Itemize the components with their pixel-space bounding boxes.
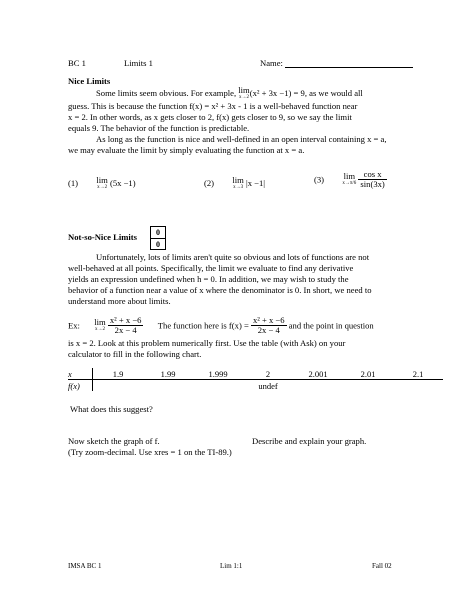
- sketch-instruction: Now sketch the graph of f.: [68, 436, 160, 446]
- problem-2: (2) lim x→3 |x −1|: [204, 175, 265, 190]
- footer-page: Lim 1:1: [220, 562, 243, 570]
- fx-value[interactable]: [343, 380, 393, 392]
- fx-value[interactable]: [193, 380, 243, 392]
- footer-right: Fall 02: [372, 562, 392, 570]
- nice-p2-line2: we may evaluate the limit by simply evaluating the function at x = a.: [68, 145, 305, 155]
- suggest-question: What does this suggest?: [70, 404, 153, 414]
- fx-value: undef: [258, 380, 278, 391]
- example-line1: Ex: lim x→2 $\frac{\text{x² + x −6}}{2x - 4}$ The function here is f(x) = $\frac{\text{x² + x −6}}{2x - 4}$ and the point in question: [68, 315, 374, 335]
- x-value: 1.999: [193, 368, 243, 380]
- nice-p1-line3: x = 2. In other words, as x gets closer to 2, f(x) gets closer to 9, so we say the limit: [68, 112, 352, 122]
- x-value: 1.99: [143, 368, 193, 380]
- example-line2: is x = 2. Look at this problem numerically first. Use the table (with Ask) on your: [68, 338, 346, 348]
- function-fraction: $\frac{\text{x² + x −6}}{2x - 4}$: [252, 315, 285, 335]
- problem-1: (1) lim x→2 (5x −1): [68, 175, 136, 190]
- nice-p1-line1: Some limits seem obvious. For example, lim x→2 (x² + 3x −1) = 9, as we would all: [96, 85, 363, 100]
- example-limit: lim x→2: [238, 85, 250, 100]
- fx-row-label: f(x): [68, 380, 93, 392]
- example-fraction: $\frac{\text{x² + x −6}}{2x - 4}$: [109, 315, 142, 335]
- fx-value[interactable]: [393, 380, 443, 392]
- not-nice-line4: behavior of a function near a value of x where the denominator is 0. In short, we need to: [68, 285, 372, 295]
- x-value: 2.1: [393, 368, 443, 380]
- x-value: 2.001: [293, 368, 343, 380]
- zero-over-zero-box: 0 0: [150, 226, 166, 250]
- name-field: [260, 58, 413, 68]
- fx-value[interactable]: [93, 380, 144, 392]
- not-nice-heading: Not-so-Nice Limits: [68, 232, 137, 242]
- x-value: 2.01: [343, 368, 393, 380]
- course-label: BC 1: [68, 58, 86, 68]
- calculator-hint: (Try zoom-decimal. Use xres = 1 on the TI-89.): [68, 447, 232, 457]
- nice-p2-line1: As long as the function is nice and well-defined in an open interval containing x = a,: [96, 134, 387, 144]
- footer-left: IMSA BC 1: [68, 562, 102, 570]
- x-row-label: x: [68, 368, 93, 380]
- nice-p1-line2: guess. This is because the function f(x) = x² + 3x - 1 is a well-behaved function near: [68, 101, 358, 111]
- not-nice-line3: yields an expression undefined when h = 0. In addition, we may wish to study the: [68, 274, 349, 284]
- fx-value[interactable]: [293, 380, 343, 392]
- x-value: 2: [243, 368, 293, 380]
- not-nice-line1: Unfortunately, lots of limits aren't quite so obvious and lots of functions are not: [96, 252, 370, 262]
- name-label: Name:: [260, 58, 283, 68]
- describe-instruction: Describe and explain your graph.: [252, 436, 367, 446]
- name-blank: [285, 58, 413, 68]
- fx-value[interactable]: [143, 380, 193, 392]
- example-line3: calculator to fill in the following chart.: [68, 349, 202, 359]
- not-nice-line2: well-behaved at all points. Specifically, the limit we evaluate to find any derivative: [68, 263, 354, 273]
- nice-p1-line4: equals 9. The behavior of the function is predictable.: [68, 123, 250, 133]
- not-nice-line5: understand more about limits.: [68, 296, 171, 306]
- value-chart: [68, 368, 443, 391]
- worksheet-title: Limits 1: [124, 58, 153, 68]
- x-value: 1.9: [93, 368, 144, 380]
- nice-limits-heading: Nice Limits: [68, 76, 111, 86]
- problem-3: (3) lim x→π/6 $\frac{\text{cos x}}{\sin(3x)}$: [314, 169, 385, 189]
